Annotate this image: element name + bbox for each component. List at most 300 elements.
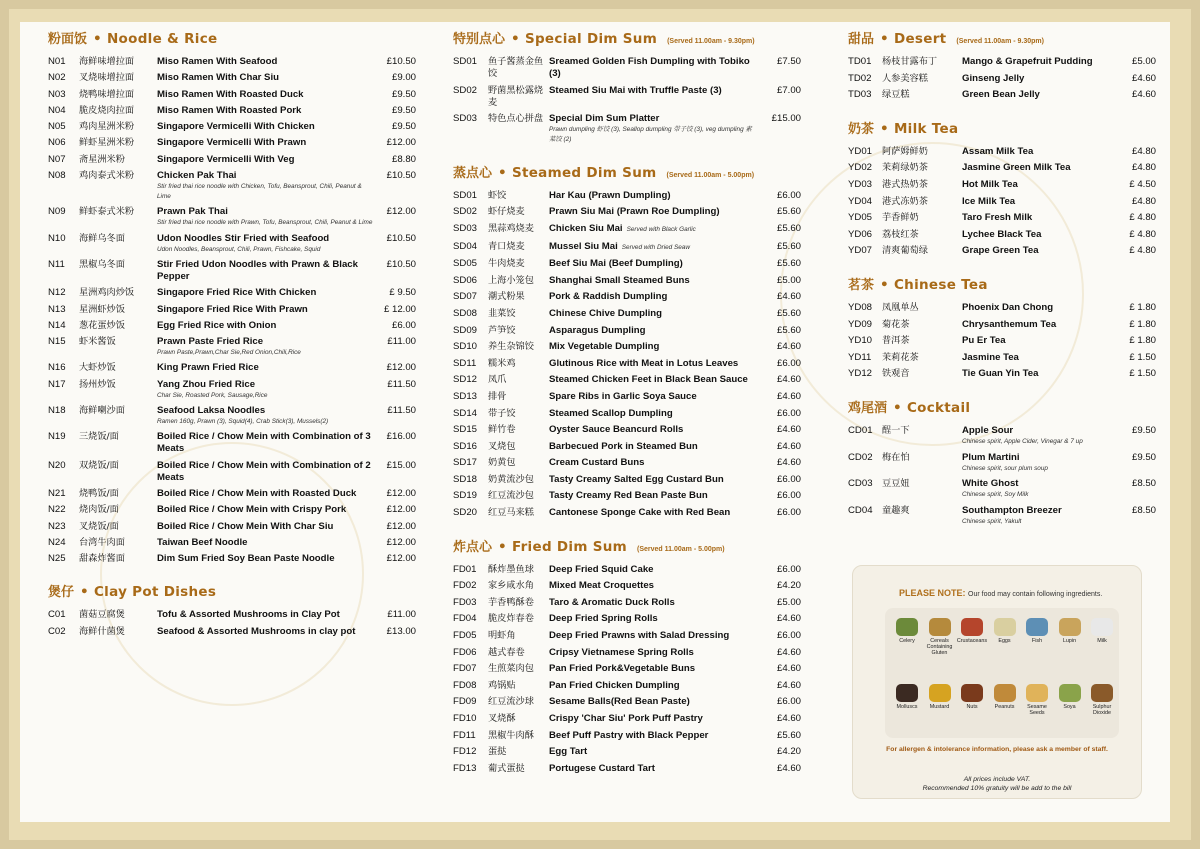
menu-item-row — [48, 56, 416, 68]
vat-note: All prices include VAT. — [963, 776, 1031, 783]
gratuity-note: Recommended 10% gratuity will be add to the bill — [922, 785, 1072, 792]
item-chinese-name: 扬州炒饭 — [79, 378, 116, 390]
menu-item-row — [453, 325, 801, 337]
menu-item-row — [453, 597, 801, 609]
item-price: £4.60 — [776, 713, 801, 724]
item-name-block — [157, 56, 376, 68]
menu-item-row — [453, 663, 801, 675]
item-name-block — [157, 121, 376, 133]
item-description: Prawn dumpling 虾饺 (3), Seallop dumpling 带子饺 (3), veg dumpling 素菜饺 (2) — [549, 126, 752, 144]
allergen-label: Milk — [1097, 638, 1107, 644]
item-name: Tasty Creamy Red Bean Paste Bun — [549, 490, 708, 502]
item-name: Chinese Chive Dumpling — [549, 307, 663, 319]
allergen-icon — [994, 684, 1016, 702]
item-price: £12.00 — [386, 520, 416, 532]
item-name-block — [549, 206, 757, 218]
item-code: FD08 — [453, 679, 477, 691]
notice-title: PLEASE NOTE: Our food may contain following ingredients. — [899, 588, 1103, 598]
menu-item-row — [848, 302, 1156, 314]
item-code: SD11 — [453, 357, 477, 369]
allergen-panel — [885, 608, 1119, 738]
allergen-item — [922, 618, 958, 656]
allergen-icon — [896, 684, 918, 702]
item-chinese-name: 港式热奶茶 — [882, 178, 928, 190]
item-code: SD05 — [453, 258, 477, 270]
item-chinese-name: 黑蒜鸡烧麦 — [488, 222, 534, 234]
menu-item-row — [453, 424, 801, 436]
chinesetea-list — [848, 302, 1156, 380]
item-code: YD09 — [848, 318, 872, 330]
item-name: Portugese Custard Tart — [549, 762, 655, 774]
item-description: Prawn Paste,Prawn,Char Sie,Red Onion,Chili,Rice — [157, 349, 301, 357]
item-name-block — [962, 335, 1112, 347]
item-price: £6.00 — [776, 630, 801, 642]
item-name-block — [962, 352, 1112, 364]
menu-item-row — [48, 609, 416, 621]
menu-item-row — [48, 504, 416, 516]
menu-item-row — [453, 680, 801, 692]
item-name-block — [157, 287, 376, 299]
item-code: SD09 — [453, 324, 477, 336]
item-chinese-name: 葡式蛋挞 — [488, 762, 525, 774]
item-code: N11 — [48, 258, 65, 270]
item-chinese-name: 葱花蛋炒饭 — [79, 319, 125, 331]
item-price: £5.60 — [776, 206, 801, 218]
item-name-block — [549, 325, 757, 337]
item-chinese-name: 台湾牛肉面 — [79, 536, 125, 548]
item-note: Served with Black Garlic — [626, 225, 696, 233]
item-code: FD10 — [453, 713, 477, 724]
item-price: £12.00 — [386, 206, 416, 218]
item-name: Egg Tart — [549, 746, 588, 758]
item-name-block — [157, 72, 376, 84]
menu-item-row — [48, 405, 416, 427]
item-price: £5.00 — [776, 274, 801, 286]
allergen-icon — [1091, 618, 1113, 636]
item-chinese-name: 鸡锅贴 — [488, 679, 516, 691]
item-code: FD05 — [453, 630, 477, 642]
item-chinese-name: 虾饺 — [488, 189, 507, 201]
item-name: Singapore Vermicelli With Veg — [157, 153, 295, 165]
item-name-block — [157, 170, 376, 202]
allergen-label: Soya — [1063, 704, 1076, 710]
item-name-block — [962, 146, 1112, 158]
item-name-block — [962, 478, 1112, 500]
menu-item-row — [453, 241, 801, 254]
menu-item-row — [848, 478, 1156, 500]
item-chinese-name: 养生杂锦饺 — [488, 341, 534, 353]
menu-item-row — [48, 626, 416, 638]
item-name: Pork & Raddish Dumpling — [549, 291, 668, 303]
item-chinese-name: 带子饺 — [488, 407, 516, 419]
menu-item-row — [48, 431, 416, 455]
item-code: SD18 — [453, 473, 477, 485]
menu-item-row — [48, 553, 416, 565]
item-chinese-name: 叉烧酥 — [488, 713, 516, 724]
item-name: Barbecued Pork in Steamed Bun — [549, 440, 698, 452]
menu-item-row — [453, 474, 801, 486]
item-chinese-name: 奶黄流沙包 — [488, 473, 534, 485]
menu-item-row — [48, 320, 416, 332]
item-chinese-name: 芋香鲜奶 — [882, 212, 919, 224]
item-price: £4.60 — [776, 679, 801, 691]
column-middle — [453, 28, 801, 779]
item-code: CD03 — [848, 478, 873, 490]
item-name: Boiled Rice / Chow Mein with Roasted Duck — [157, 487, 357, 499]
item-name-block — [962, 56, 1112, 68]
item-code: N19 — [48, 431, 66, 443]
item-chinese-name: 茉莉花茶 — [882, 351, 919, 363]
item-price: £11.00 — [387, 609, 416, 621]
item-name-block — [549, 630, 757, 642]
item-price: £10.50 — [386, 170, 416, 182]
item-price: £16.00 — [386, 431, 416, 443]
item-chinese-name: 酲一下 — [882, 424, 910, 436]
item-code: YD10 — [848, 335, 872, 347]
item-name: Udon Noodles Stir Fried with Seafood — [157, 232, 330, 244]
item-name: Seafood & Assorted Mushrooms in clay pot — [157, 625, 356, 637]
menu-item-row — [453, 564, 801, 576]
menu-item-row — [48, 154, 416, 166]
item-chinese-name: 人参美容糕 — [882, 72, 928, 84]
item-code: YD04 — [848, 195, 872, 207]
menu-item-row — [48, 336, 416, 358]
noodle-list — [48, 56, 416, 565]
item-name: Mix Vegetable Dumpling — [549, 341, 660, 353]
item-chinese-name: 凤爪 — [488, 374, 507, 386]
desert-list — [848, 56, 1156, 101]
item-code: N16 — [48, 362, 66, 374]
item-code: N04 — [48, 104, 66, 116]
menu-item-row — [848, 335, 1156, 347]
item-chinese-name: 红豆流沙球 — [488, 696, 534, 708]
item-name: Oyster Sauce Beancurd Rolls — [549, 424, 684, 436]
item-code: FD11 — [453, 729, 476, 741]
item-code: C01 — [48, 609, 66, 621]
menu-item-row — [453, 223, 801, 236]
item-price: £4.80 — [1131, 145, 1156, 157]
item-name: Mixed Meat Croquettes — [549, 580, 655, 592]
menu-item-row — [48, 304, 416, 316]
column-right — [848, 28, 1156, 531]
item-name-block — [157, 405, 376, 427]
claypot-list — [48, 609, 416, 637]
section-title-claypot: 煲仔 • Clay Pot Dishes — [48, 584, 217, 601]
item-name: White Ghost — [962, 478, 1019, 490]
section-title-cocktail: 鸡尾酒 • Cocktail — [848, 399, 971, 416]
menu-item-row — [848, 162, 1156, 174]
item-code: FD07 — [453, 663, 477, 675]
allergen-label: Cereals Containing Gluten — [926, 638, 953, 656]
allergen-label: Celery — [899, 638, 915, 644]
item-chinese-name: 普洱茶 — [882, 335, 910, 347]
allergen-icon — [1059, 684, 1081, 702]
item-chinese-name: 烧鸭饭/面 — [79, 487, 119, 499]
item-price: £15.00 — [386, 459, 416, 471]
item-chinese-name: 茉莉绿奶茶 — [882, 162, 928, 174]
item-name: Miso Ramen With Char Siu — [157, 72, 279, 84]
item-name-block — [549, 223, 757, 236]
allergen-item — [987, 618, 1023, 644]
item-code: YD11 — [848, 351, 872, 363]
item-code: SD04 — [453, 240, 477, 252]
item-price: £4.60 — [776, 663, 801, 675]
item-chinese-name: 清爽葡萄绿 — [882, 245, 928, 257]
item-code: YD06 — [848, 228, 872, 240]
item-price: £10.50 — [386, 258, 416, 270]
item-name: Jasmine Tea — [962, 351, 1019, 363]
menu-item-row — [848, 425, 1156, 447]
item-chinese-name: 三烧饭/面 — [79, 431, 119, 443]
item-name: Asparagus Dumpling — [549, 324, 646, 336]
menu-item-row — [453, 56, 801, 80]
menu-item-row — [453, 291, 801, 303]
item-description: Chinese spirit, Apple Cider, Vinegar & 7 up — [962, 437, 1083, 445]
item-price: £4.60 — [776, 390, 801, 402]
allergen-icon — [1059, 618, 1081, 636]
steamed-list — [453, 190, 801, 519]
allergen-notice — [852, 565, 1142, 799]
menu-item-row — [453, 730, 801, 742]
menu-item-row — [848, 179, 1156, 191]
item-price: £6.00 — [776, 189, 801, 201]
item-chinese-name: 梅在怕 — [882, 451, 910, 463]
item-name-block — [549, 374, 757, 386]
item-chinese-name: 奶黄包 — [488, 457, 516, 469]
allergen-item — [1052, 684, 1088, 710]
item-description: Chinese spirit, Yakult — [962, 517, 1022, 525]
item-chinese-name: 芋香鸭酥卷 — [488, 596, 534, 608]
item-code: SD07 — [453, 291, 477, 303]
item-name-block — [549, 441, 757, 453]
allergen-label: Sesame Seeds — [1027, 704, 1047, 716]
item-name: Steamed Chicken Feet in Black Bean Sauce — [549, 374, 748, 386]
item-name: Mussel Siu Mai — [549, 240, 618, 252]
item-chinese-name: 鸡肉星洲米粉 — [79, 121, 135, 133]
item-price: £9.00 — [391, 72, 416, 84]
menu-item-row — [48, 488, 416, 500]
menu-item-row — [453, 457, 801, 469]
item-name: Stir Fried Udon Noodles with Prawn & Black Pepper — [157, 258, 358, 282]
item-code: YD08 — [848, 301, 872, 313]
item-name-block — [962, 368, 1112, 380]
item-name: Steamed Scallop Dumpling — [549, 407, 673, 419]
item-price: £6.00 — [776, 490, 801, 502]
item-name: Spare Ribs in Garlic Soya Sauce — [549, 390, 697, 402]
menu-item-row — [848, 212, 1156, 224]
item-name-block — [549, 190, 757, 202]
item-chinese-name: 野菌黑松露烧麦 — [488, 84, 544, 108]
item-code: N15 — [48, 336, 66, 348]
item-chinese-name: 海鲜乌冬面 — [79, 232, 125, 244]
item-price: £5.60 — [776, 222, 801, 234]
item-price: £5.60 — [776, 240, 801, 252]
item-chinese-name: 菊花茶 — [882, 318, 910, 330]
item-name-block — [157, 320, 376, 332]
item-chinese-name: 上海小笼包 — [488, 274, 534, 286]
menu-item-row — [848, 368, 1156, 380]
item-code: FD03 — [453, 596, 477, 608]
item-name-block — [157, 431, 376, 455]
item-price: £ 4.80 — [1129, 228, 1156, 240]
item-name-block — [549, 696, 757, 708]
item-price: £4.60 — [776, 762, 801, 774]
item-chinese-name: 青口烧麦 — [488, 240, 525, 252]
item-price: £4.80 — [1131, 162, 1156, 174]
item-code: YD05 — [848, 212, 872, 224]
section-title-milktea: 奶茶 • Milk Tea — [848, 120, 959, 137]
item-name: Sesame Balls(Red Bean Paste) — [549, 696, 690, 708]
item-name: Ice Milk Tea — [962, 195, 1016, 207]
section-title-special: 特别点心 • Special Dim Sum (Served 11.00am - 9.30pm) — [453, 31, 755, 47]
menu-item-row — [453, 85, 801, 109]
item-name-block — [549, 663, 757, 675]
item-name: Cream Custard Buns — [549, 457, 645, 469]
item-name-block — [157, 521, 376, 533]
item-name: Prawn Siu Mai (Prawn Roe Dumpling) — [549, 206, 720, 218]
item-name-block — [157, 504, 376, 516]
item-price: £ 9.50 — [389, 287, 416, 299]
item-chinese-name: 杨枝甘露布丁 — [882, 56, 938, 67]
item-name: Chicken Siu Mai — [549, 222, 623, 234]
item-chinese-name: 牛肉烧麦 — [488, 258, 525, 270]
item-price: £4.20 — [776, 746, 801, 758]
item-code: N03 — [48, 88, 66, 100]
menu-item-row — [453, 258, 801, 270]
item-name: Prawn Pak Thai — [157, 206, 228, 218]
allergen-icon — [1026, 618, 1048, 636]
item-chinese-name: 菌菇豆腐煲 — [79, 609, 125, 621]
item-name-block — [549, 308, 757, 320]
item-code: SD17 — [453, 457, 477, 469]
item-chinese-name: 潮式粉果 — [488, 291, 525, 303]
special-list — [453, 56, 801, 145]
item-name: Pu Er Tea — [962, 335, 1006, 347]
item-name: Glutinous Rice with Meat in Lotus Leaves — [549, 357, 739, 369]
item-name: Ginseng Jelly — [962, 72, 1025, 84]
item-name-block — [157, 460, 376, 484]
menu-item-row — [48, 170, 416, 202]
menu-item-row — [453, 206, 801, 218]
menu-item-row — [453, 580, 801, 592]
item-name: Singapore Vermicelli With Chicken — [157, 121, 315, 133]
item-name: Hot Milk Tea — [962, 178, 1018, 190]
item-price: £6.00 — [776, 357, 801, 369]
item-chinese-name: 鱼子酱蒸金鱼饺 — [488, 56, 544, 79]
allergen-label: Eggs — [998, 638, 1011, 644]
item-name-block — [157, 488, 376, 500]
item-code: CD04 — [848, 504, 873, 516]
item-price: £5.60 — [776, 307, 801, 319]
item-name: Seafood Laksa Noodles — [157, 405, 266, 417]
menu-item-row — [48, 287, 416, 299]
item-name-block — [157, 336, 376, 358]
item-name: Jasmine Green Milk Tea — [962, 162, 1071, 174]
item-name-block — [549, 564, 757, 576]
item-description: Stir fried thai rice noodle with Prawn, Tofu, Beansprout, Chili, Peanut & Lime — [157, 219, 373, 227]
allergen-item — [954, 618, 990, 644]
item-code: SD02 — [453, 206, 477, 218]
item-name-block — [962, 162, 1112, 174]
item-price: £8.50 — [1131, 478, 1156, 490]
allergen-item — [1052, 618, 1088, 644]
menu-item-row — [848, 319, 1156, 331]
item-price: £4.60 — [776, 613, 801, 625]
item-name-block — [549, 457, 757, 469]
item-code: SD12 — [453, 374, 477, 386]
allergen-item — [1084, 618, 1120, 644]
allergen-label: Lupin — [1062, 638, 1077, 644]
allergen-icon — [1026, 684, 1048, 702]
item-code: N22 — [48, 504, 66, 516]
item-description: Char Sie, Roasted Pork, Sausage,Rice — [157, 391, 268, 399]
item-name: Tasty Creamy Salted Egg Custard Bun — [549, 473, 724, 485]
item-name-block — [549, 391, 757, 403]
item-price: £9.50 — [1131, 451, 1156, 463]
allergen-icon — [929, 618, 951, 636]
allergen-icon — [961, 684, 983, 702]
item-name-block — [157, 89, 376, 101]
item-code: TD01 — [848, 56, 872, 67]
item-description: Stir fried thai rice noodle with Chicken, Tofu, Beansprout, Chili, Peanut & Lime — [157, 183, 362, 201]
item-chinese-name: 豆豆妞 — [882, 478, 910, 490]
item-price: £5.00 — [776, 596, 801, 608]
item-name: Chicken Pak Thai — [157, 170, 237, 182]
item-code: N09 — [48, 206, 66, 218]
menu-item-row — [453, 613, 801, 625]
item-price: £9.50 — [391, 88, 416, 100]
item-name: Taro Fresh Milk — [962, 212, 1033, 224]
item-code: FD06 — [453, 646, 477, 658]
item-name: Har Kau (Prawn Dumpling) — [549, 189, 671, 201]
menu-item-row — [848, 89, 1156, 101]
item-name-block — [157, 362, 376, 374]
item-code: N21 — [48, 487, 66, 499]
item-code: YD01 — [848, 145, 872, 157]
item-name: Assam Milk Tea — [962, 145, 1034, 157]
item-name: King Prawn Fried Rice — [157, 362, 259, 374]
item-chinese-name: 鲜竹卷 — [488, 424, 516, 436]
menu-item-row — [848, 196, 1156, 208]
item-price: £5.60 — [776, 258, 801, 270]
item-code: TD02 — [848, 72, 872, 84]
item-code: SD19 — [453, 490, 477, 502]
item-code: N13 — [48, 303, 66, 315]
item-name: Beef Puff Pastry with Black Pepper — [549, 729, 709, 741]
item-price: £12.00 — [386, 137, 416, 149]
item-chinese-name: 鲜虾泰式米粉 — [79, 206, 135, 218]
item-price: £6.00 — [776, 407, 801, 419]
item-code: N14 — [48, 319, 66, 331]
cocktail-list — [848, 425, 1156, 527]
item-code: SD01 — [453, 189, 477, 201]
item-code: SD08 — [453, 307, 477, 319]
allergen-label: Peanuts — [994, 704, 1015, 710]
item-code: TD03 — [848, 89, 872, 101]
item-chinese-name: 绿豆糕 — [882, 89, 910, 101]
item-name: Chrysanthemum Tea — [962, 318, 1057, 330]
item-name: Shanghai Small Steamed Buns — [549, 274, 690, 286]
menu-item-row — [453, 647, 801, 659]
item-name-block — [157, 105, 376, 117]
item-price: £10.50 — [386, 56, 416, 67]
item-name-block — [549, 408, 757, 420]
menu-item-row — [48, 206, 416, 228]
item-code: YD03 — [848, 178, 872, 190]
item-name-block — [549, 241, 757, 254]
menu-item-row — [848, 229, 1156, 241]
item-name-block — [549, 763, 757, 775]
